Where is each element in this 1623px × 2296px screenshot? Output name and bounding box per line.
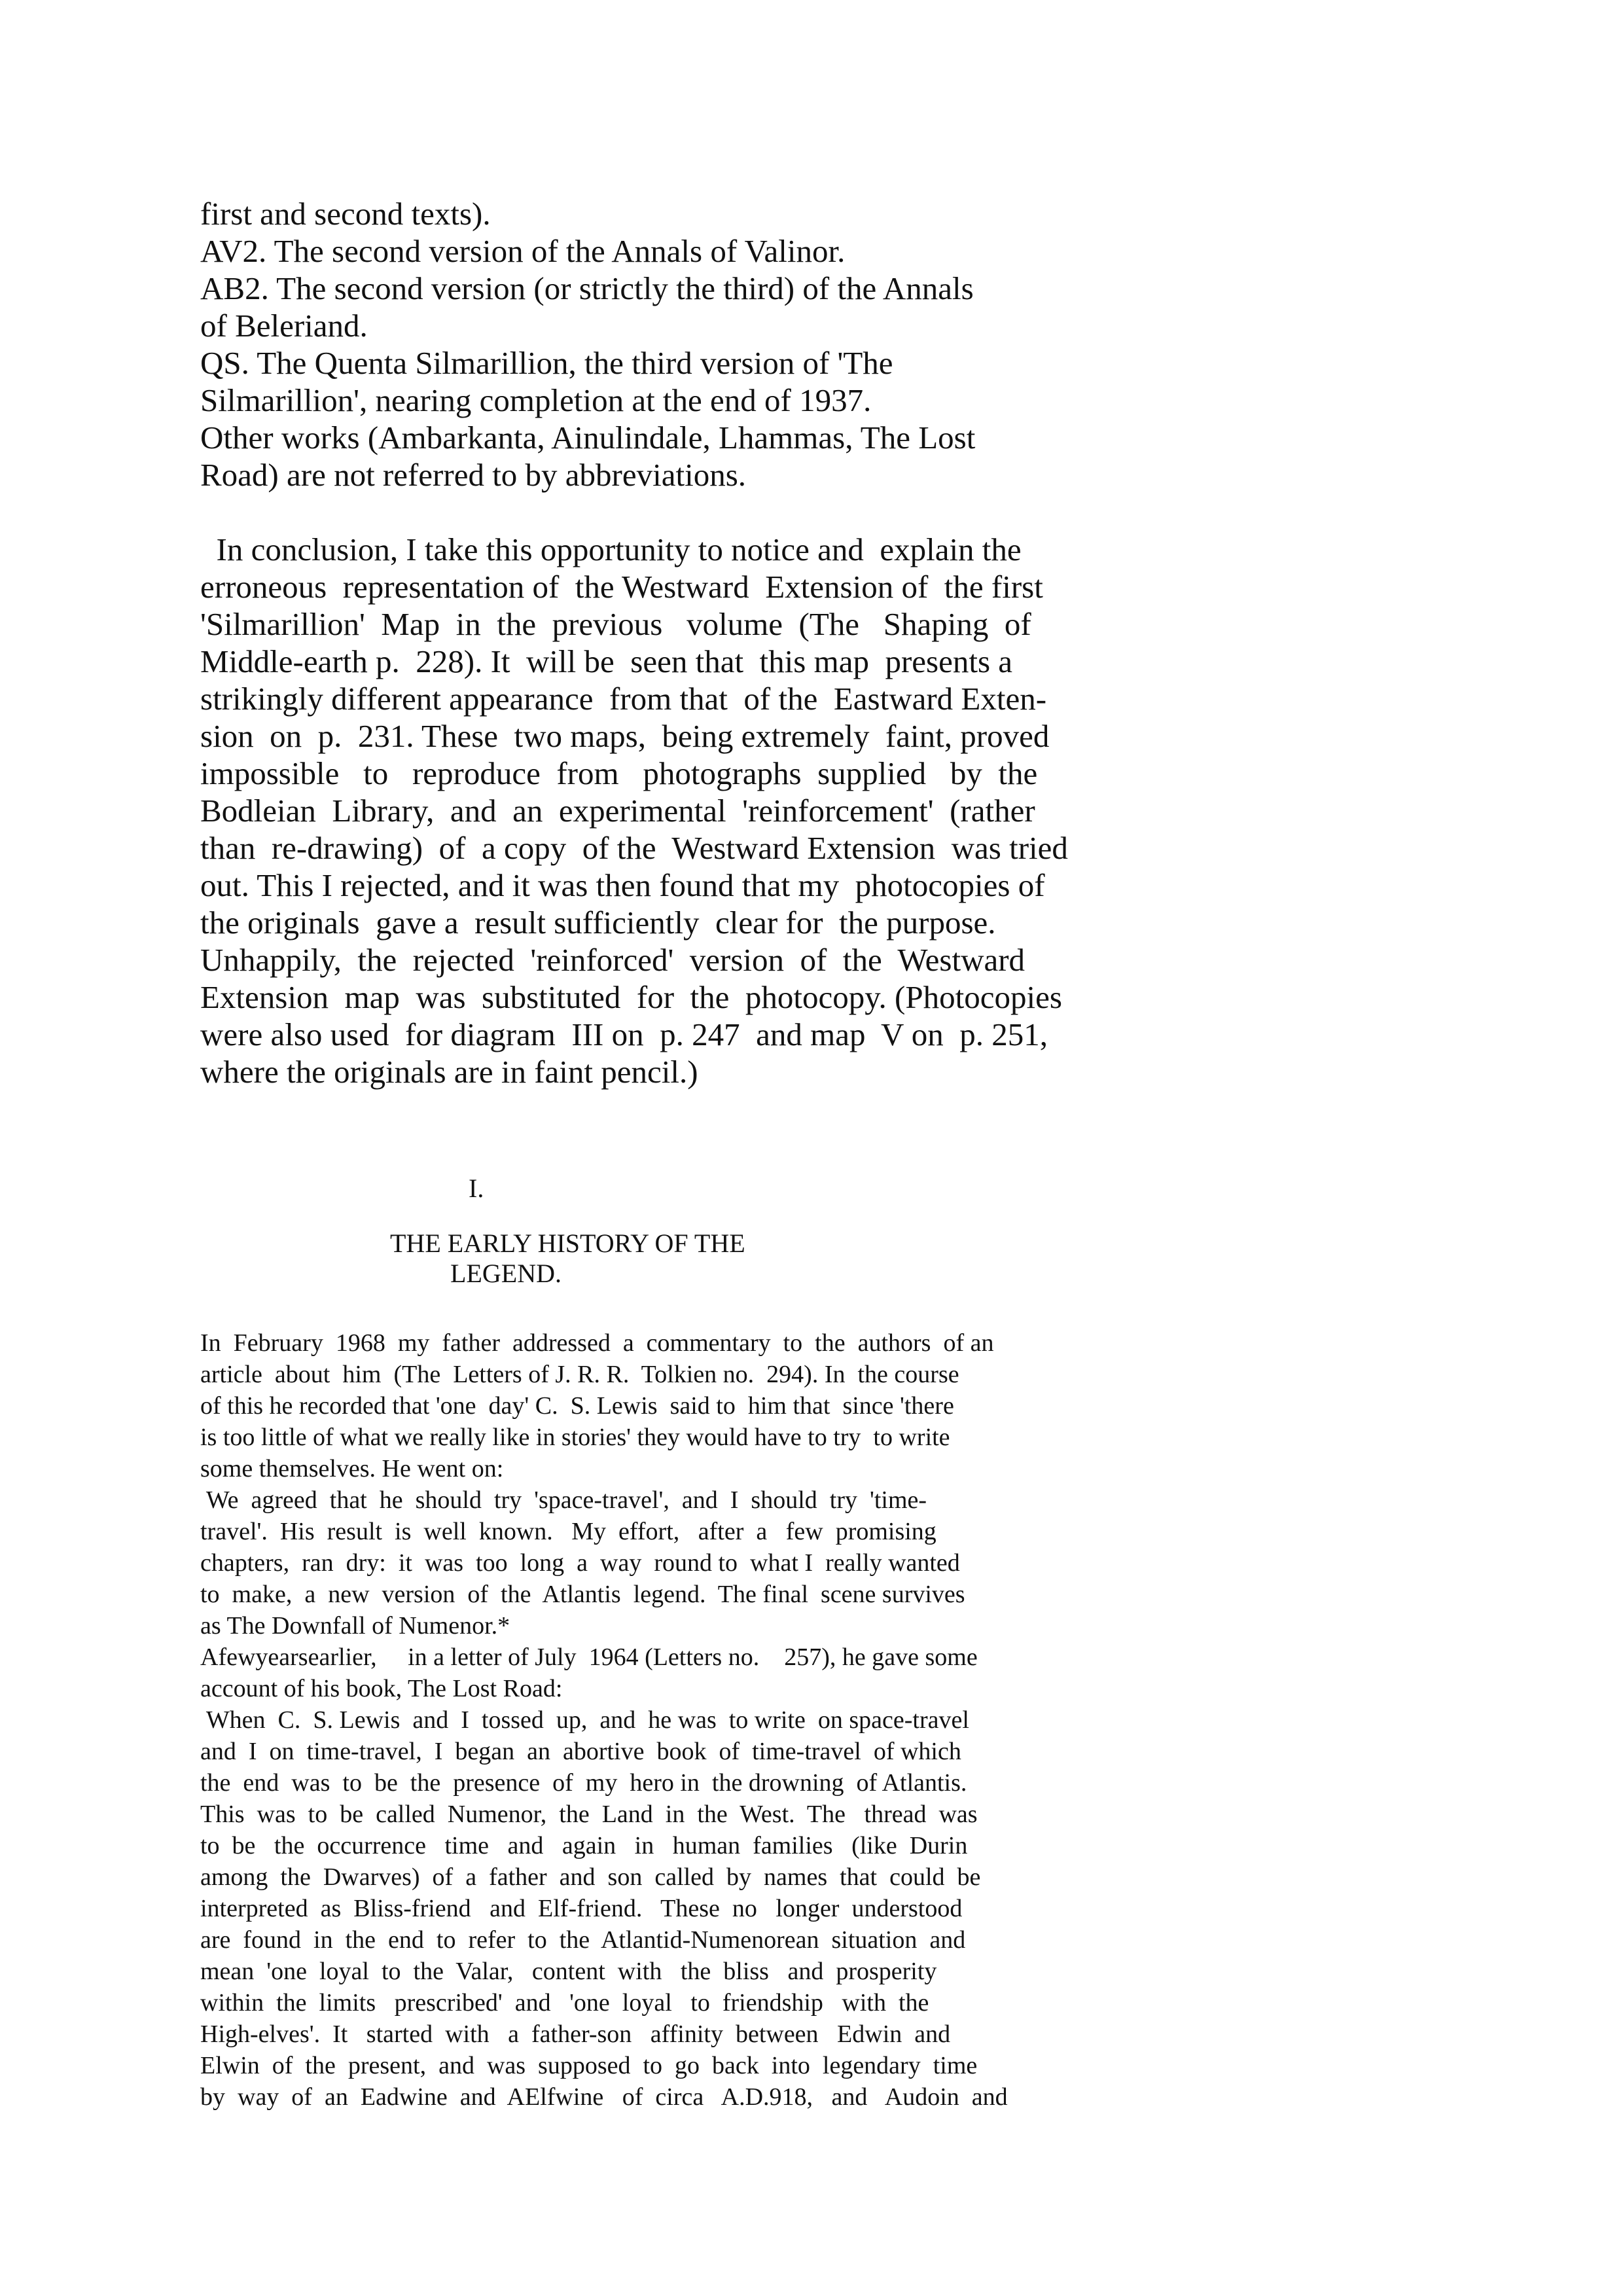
paragraph-line: strikingly different appearance from that of the Eastward Exten- [200, 681, 1047, 717]
body-line: This was to be called Numenor, the Land in the West. The thread was [200, 1801, 978, 1828]
chapter-number: I. [469, 1174, 484, 1203]
body-line: the end was to be the presence of my hero in the drowning of Atlantis. [200, 1769, 967, 1797]
body-line: among the Dwarves) of a father and son called by names that could be [200, 1863, 981, 1891]
paragraph-line: erroneous representation of the Westward Extension of the first [200, 569, 1043, 605]
paragraph-line: were also used for diagram III on p. 247 and map V on p. 251, [200, 1016, 1048, 1052]
paragraph-line: Bodleian Library, and an experimental 'reinforcement' (rather [200, 793, 1035, 829]
abbreviation-line: first and second texts). [200, 196, 491, 232]
body-line: to make, a new version of the Atlantis legend. The final scene survives [200, 1581, 965, 1608]
body-line: High-elves'. It started with a father-son affinity between Edwin and [200, 2020, 951, 2048]
body-line: by way of an Eadwine and AElfwine of circa A.D.918, and Audoin and [200, 2083, 1008, 2111]
body-line: as The Downfall of Numenor.* [200, 1612, 510, 1640]
body-line: travel'. His result is well known. My effort, after a few promising [200, 1518, 936, 1545]
body-line: Afewyearsearlier, in a letter of July 1964 (Letters no. 257), he gave some [200, 1643, 978, 1671]
body-line: mean 'one loyal to the Valar, content with the bliss and prosperity [200, 1958, 937, 1985]
body-line: We agreed that he should try 'space-travel', and I should try 'time- [200, 1486, 927, 1514]
body-line: When C. S. Lewis and I tossed up, and he was to write on space-travel [200, 1706, 969, 1734]
abbreviation-line: Road) are not referred to by abbreviations. [200, 457, 747, 493]
paragraph-line: Unhappily, the rejected 'reinforced' version of the Westward [200, 942, 1026, 978]
paragraph-line: out. This I rejected, and it was then found that my photocopies of [200, 867, 1045, 903]
body-line: to be the occurrence time and again in human families (like Durin [200, 1832, 968, 1859]
body-line: account of his book, The Lost Road: [200, 1675, 563, 1702]
body-line: chapters, ran dry: it was too long a way round to what I really wanted [200, 1549, 960, 1577]
abbreviation-line: AB2. The second version (or strictly the third) of the Annals [200, 270, 974, 306]
abbreviation-line: AV2. The second version of the Annals of Valinor. [200, 233, 846, 269]
paragraph-line: 'Silmarillion' Map in the previous volume (The Shaping of [200, 606, 1031, 642]
body-line: article about him (The Letters of J. R. R. Tolkien no. 294). In the course [200, 1361, 959, 1388]
chapter-title: THE EARLY HISTORY OF THE [390, 1229, 745, 1258]
paragraph-line: where the originals are in faint pencil.) [200, 1054, 698, 1090]
abbreviation-line: Other works (Ambarkanta, Ainulindale, Lhammas, The Lost [200, 420, 976, 456]
body-line: In February 1968 my father addressed a commentary to the authors of an [200, 1329, 994, 1357]
paragraph-line: the originals gave a result sufficiently clear for the purpose. [200, 905, 996, 941]
paragraph-line: sion on p. 231. These two maps, being extremely faint, proved [200, 718, 1050, 754]
paragraph-line: than re-drawing) of a copy of the Westward Extension was tried [200, 830, 1068, 866]
paragraph-line: Middle-earth p. 228). It will be seen that this map presents a [200, 643, 1013, 679]
body-line: are found in the end to refer to the Atlantid-Numenorean situation and [200, 1926, 966, 1954]
abbreviation-line: Silmarillion', nearing completion at the end of 1937. [200, 382, 872, 418]
chapter-title-continued: LEGEND. [450, 1259, 562, 1288]
body-line: is too little of what we really like in stories' they would have to try to write [200, 1424, 950, 1451]
body-line: and I on time-travel, I began an abortive book of time-travel of which [200, 1738, 961, 1765]
abbreviation-line: QS. The Quenta Silmarillion, the third version of 'The [200, 345, 893, 381]
abbreviation-line: of Beleriand. [200, 308, 368, 344]
body-line: interpreted as Bliss-friend and Elf-friend. These no longer understood [200, 1895, 963, 1922]
body-line: Elwin of the present, and was supposed to go back into legendary time [200, 2052, 978, 2079]
paragraph-line: impossible to reproduce from photographs supplied by the [200, 755, 1038, 791]
paragraph-line: In conclusion, I take this opportunity to notice and explain the [200, 531, 1022, 567]
paragraph-line: Extension map was substituted for the photocopy. (Photocopies [200, 979, 1062, 1015]
body-line: some themselves. He went on: [200, 1455, 504, 1482]
body-line: of this he recorded that 'one day' C. S. Lewis said to him that since 'there [200, 1392, 954, 1420]
body-line: within the limits prescribed' and 'one loyal to friendship with the [200, 1989, 929, 2017]
